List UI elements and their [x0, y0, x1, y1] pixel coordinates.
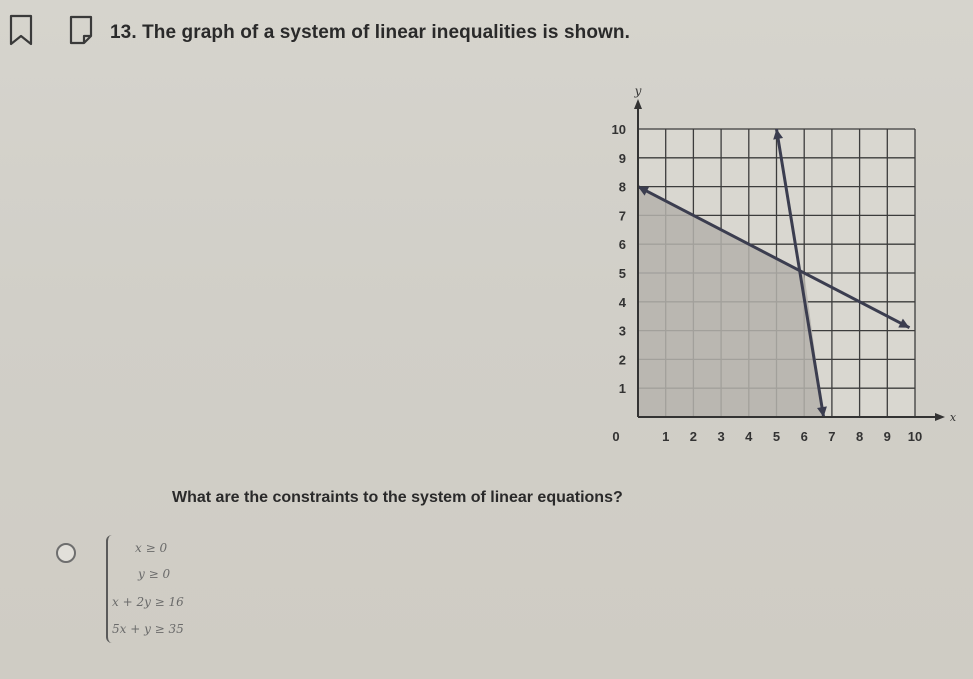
x-tick-label: 1: [662, 429, 670, 444]
y-tick-label: 8: [618, 179, 626, 195]
inequality-graph: [590, 85, 960, 465]
x-tick-label: 10: [907, 429, 923, 444]
radio-button[interactable]: [56, 543, 76, 563]
x-tick-label: 4: [745, 429, 753, 444]
bookmark-icon[interactable]: [8, 14, 34, 46]
y-tick-label: 6: [618, 237, 626, 253]
x-tick-label: 2: [689, 429, 698, 444]
y-axis-label: y: [634, 85, 642, 98]
x-tick-label: 8: [855, 429, 864, 444]
x-tick-label: 5: [772, 429, 781, 444]
x-tick-label: 7: [828, 429, 836, 444]
origin-label: 0: [612, 429, 620, 444]
y-tick-label: 2: [618, 352, 626, 368]
y-tick-label: 4: [618, 294, 626, 310]
y-tick-label: 9: [618, 150, 626, 166]
question-title: 13. The graph of a system of linear inequalities is shown.: [110, 22, 630, 43]
y-axis-arrow: [634, 99, 642, 109]
note-icon[interactable]: [68, 14, 94, 46]
y-tick-label: 7: [618, 208, 626, 224]
x-axis-arrow: [935, 413, 945, 421]
answer-option-a[interactable]: [48, 533, 308, 653]
y-tick-label: 1: [618, 381, 626, 397]
constraint-3: x + 2y ≥ 16: [112, 595, 184, 609]
question-prompt: What are the constraints to the system of linear equations?: [172, 489, 623, 506]
constraint-4: 5x + y ≥ 35: [112, 622, 184, 636]
constraint-2: y ≥ 0: [138, 567, 171, 581]
x-tick-label: 6: [800, 429, 808, 444]
y-tick-label: 10: [611, 122, 626, 137]
constraint-1: x ≥ 0: [135, 541, 168, 555]
y-tick-label: 3: [618, 323, 626, 339]
x-axis-label: x: [949, 411, 957, 424]
x-tick-label: 9: [883, 429, 891, 444]
question-header: [0, 0, 973, 70]
y-tick-label: 5: [618, 266, 626, 281]
x-tick-label: 3: [717, 429, 725, 444]
